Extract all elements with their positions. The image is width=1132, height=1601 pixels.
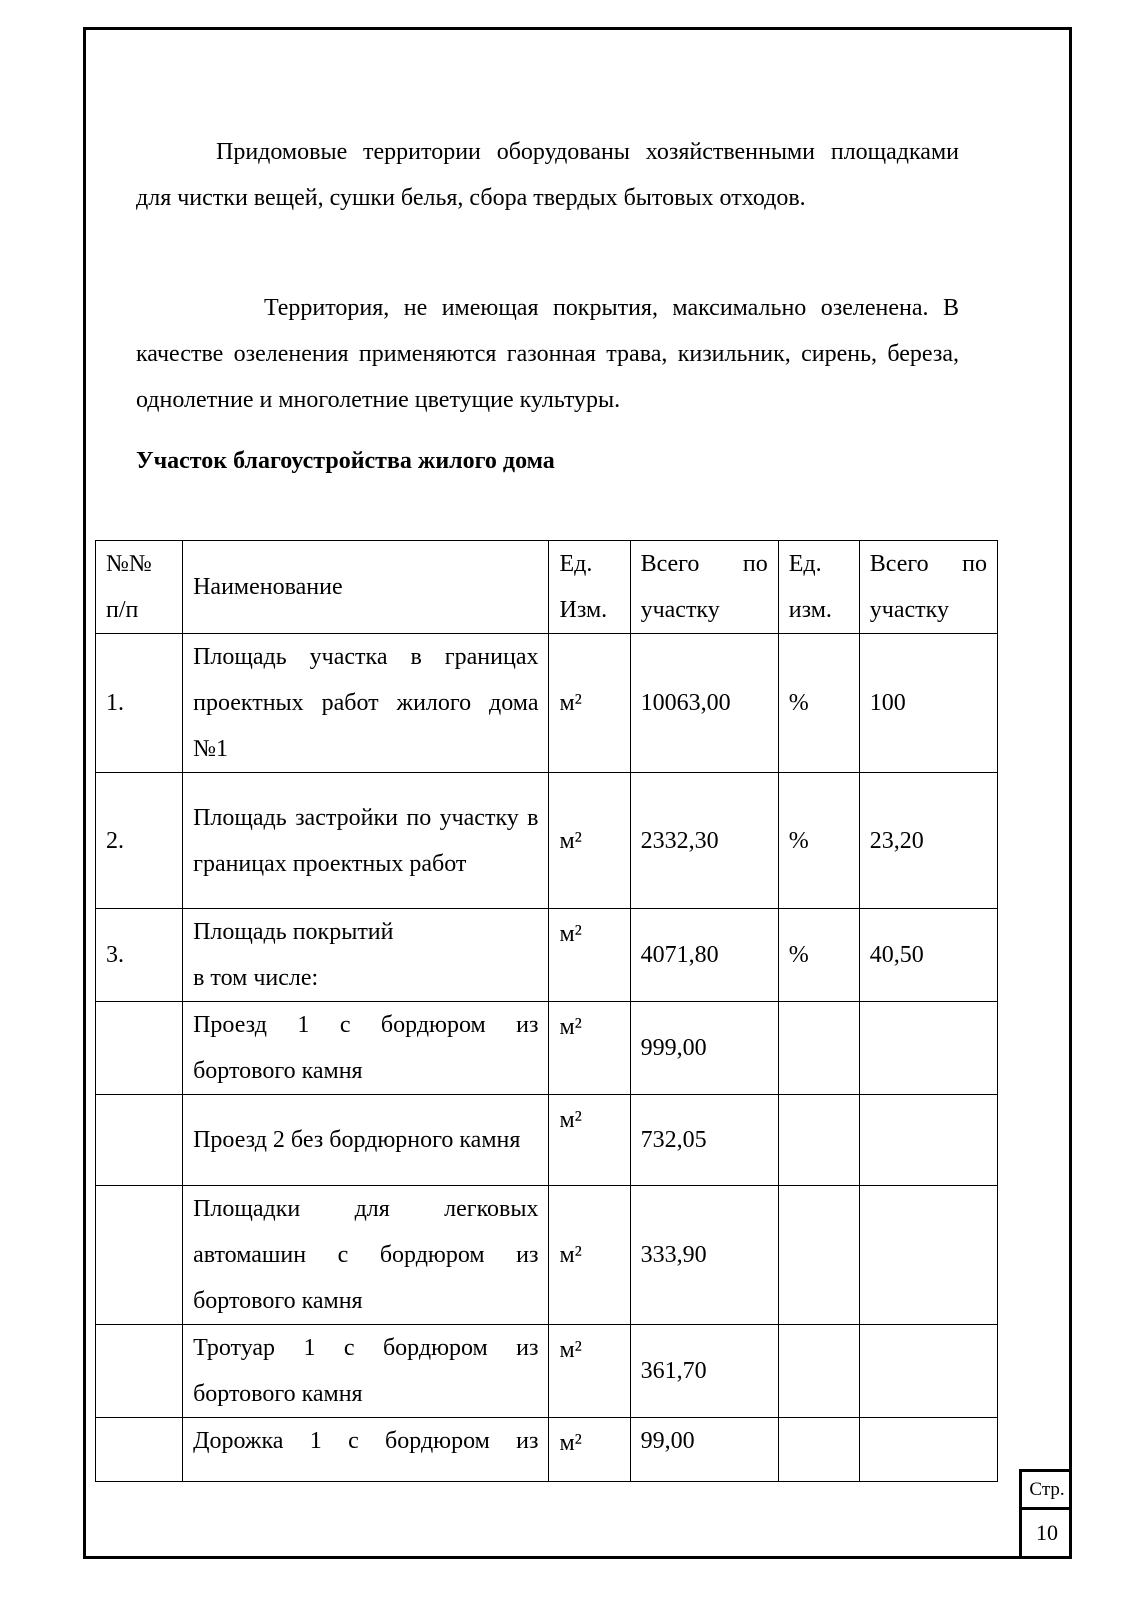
table-row: 2. Площадь застройки по участку в границах проектных работ м² 2332,30 % 23,20 (96, 773, 998, 909)
header-total: Всего по участку (630, 541, 778, 634)
table-row: Проезд 1 с бордюром из бортового камня м² 999,00 (96, 1002, 998, 1095)
page-number: 10 (1036, 1520, 1058, 1545)
table-row: Тротуар 1 с бордюром из бортового камня м² 361,70 (96, 1325, 998, 1418)
header-num: №№ п/п (96, 541, 183, 634)
header-unit-percent: Ед. изм. (778, 541, 859, 634)
paragraph-courtyards: Придомовые территории оборудованы хозяйственными площадками для чистки вещей, сушки белья, сбора твердых бытовых отходов. (136, 139, 959, 211)
table-row: 1. Площадь участка в границах проектных работ жилого дома №1 м² 10063,00 % 100 (96, 634, 998, 773)
header-name: Наименование (183, 541, 549, 634)
table-header-row (96, 541, 998, 634)
table-row: Проезд 2 без бордюрного камня м² 732,05 (96, 1095, 998, 1186)
header-unit: Ед. Изм. (549, 541, 630, 634)
page-number-stamp (1019, 1469, 1072, 1559)
table-row: Дорожка 1 с бордюром из м² 99,00 (96, 1418, 998, 1482)
paragraph-greening: Территория, не имеющая покрытия, максимально озеленена. В качестве озеленения применяются газонная трава, кизильник, сирень, береза, однолетние и многолетние цветущие культуры. (136, 295, 959, 413)
table-row: 3. Площадь покрытий в том числе: м² 4071,80 % 40,50 (96, 909, 998, 1002)
header-total-percent: Всего по участку (859, 541, 997, 634)
landscaping-table (95, 540, 998, 1482)
table-row: Площадки для легковых автомашин с бордюром из бортового камня м² 333,90 (96, 1186, 998, 1325)
page-label: Стр. (1022, 1472, 1072, 1510)
section-heading: Участок благоустройства жилого дома (136, 448, 555, 474)
